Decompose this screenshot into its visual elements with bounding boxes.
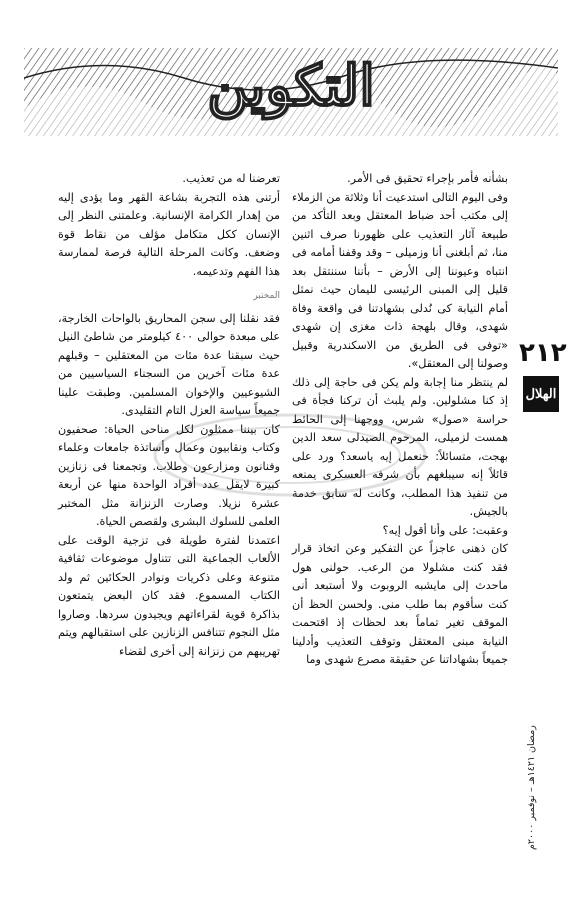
paragraph: وعقبت: على وأنا أقول إيه؟ <box>382 523 508 537</box>
article-column-right <box>292 170 508 670</box>
section-mark: المختبر <box>253 291 280 301</box>
issue-info: رمضان ١٤٢١هـ – نوفمبر ٢٠٠٠م <box>526 725 537 850</box>
page-number: ٢١٢ <box>519 338 567 368</box>
article-column-left <box>58 170 280 661</box>
paragraph: أرتنى هذه التجربة بشاعة القهر وما يؤدى إليه من إهدار الكرامة الإنسانية. وعلمتنى النظر إلى الإنسان ككل متكامل مؤلف من نقاط قوة وضعف. وكانت المرحلة التالية فرصة لممارسة هذا الفهم وتدعيمه. <box>58 190 280 278</box>
paragraph: كان بيننا ممثلون لكل مناحى الحياة: صحفيون وكتاب ونقابيون وعمال وأساتذة جامعات وعلماء وفنانون ومزارعون وطلاب. وتجمعنا فى زنازين كبيرة لايقل عدد أفراد الواحدة منها عن أربعة عشرة نزيلا. وصارت الزنزانة مثل المختبر العلمى للسلوك البشرى ولقصص الحياة. <box>58 422 280 528</box>
page-sidebar <box>519 338 567 412</box>
paragraph: فقد نقلنا إلى سجن المحاريق بالواحات الخارجة، على مبعدة حوالى ٤٠٠ كيلومتر من شاطئ النيل حيث سبقنا عدة مئات من المعتقلين – وقبلهم عدة مئات آخرين من السجناء السياسيين من الشيوعيين والإخوان المسلمين. وطبقت علينا جميعاً سياسة العزل التام التقليدى. <box>58 311 280 417</box>
paragraph: لم ينتظر منا إجابة ولم يكن فى حاجة إلى ذلك إذ كنا مشلولين. ولم يلبث أن تركنا فجأة فى حراسة «صول» شرس، ووجهنا إلى الحائط همست لزميلى، المرحوم الصيدلى سعد الدين بهجت، متسائلاً: حنعمل إيه ياسعد؟ ورد على قائلاً إنه سيبلغهم بأن شرفه العسكرى يمنعه من تنفيذ هذا المطلب، وكانت له سابق خدمة بالجيش. <box>292 375 508 518</box>
column-left-top <box>58 170 280 281</box>
paragraph: تعرضنا له من تعذيب. <box>182 172 280 185</box>
magazine-logo: الهلال <box>523 376 559 412</box>
column-left-bottom <box>58 310 280 662</box>
paragraph: وفى اليوم التالى استدعيت أنا وثلاثة من الزملاء إلى مكتب أحد ضباط المعتقل وبعد التأكد من طبيعة آثار التعذيب على ظهورنا صرف اثنين منا، ثم أبلغنى أنا وزميلى – وقد وقفنا أمامه فى انتباه وعيوننا إلى الأرض – بأننا سننتقل بعد قليل إلى المبنى الرئيسى لليمان حيث نمثل أمام النيابة كى نُدلى بشهادتنا فى واقعة وفاة شهدى، وقال بلهجة ذات مغزى إن شهدى «توفى فى الطريق من الاسكندرية وقبيل وصولنا إلى المعتقل». <box>292 190 508 370</box>
paragraph: كان ذهنى عاجزاً عن التفكير وعن اتخاذ قرار فقد كنت مشلولا من الرعب. حولنى هول ماحدث إلى مايشبه الروبوت ولا أستبعد أنى كنت سأقوم بما طلب منى. ولحسن الحظ أن الموقف تغير تماماً بعد لحظات إذ اقتحمت النيابة مبنى المعتقل وتوقف التعذيب وأدلينا جميعاً بشهاداتنا عن حقيقة مصرع شهدى وما <box>292 542 508 666</box>
paragraph: بشأنه فأمر بإجراء تحقيق فى الأمر. <box>347 172 508 185</box>
masthead <box>24 48 558 136</box>
masthead-title: التكوين <box>207 53 375 119</box>
paragraph: اعتمدنا لفترة طويلة فى تزجية الوقت على الألعاب الجماعية التى تتناول موضوعات ثقافية متنوعة وعلى ذكريات ونوادر الحكائين ثم ولد الكتاب المسموع. فقد كان البعض يتمتعون بذاكرة قوية لقراءاتهم ويجيدون سردها. وصاروا مثل النجوم تتنافس الزنازين على استقبالهم ويتم تهريبهم من زنزانة إلى أخرى لقضاء <box>58 533 280 658</box>
